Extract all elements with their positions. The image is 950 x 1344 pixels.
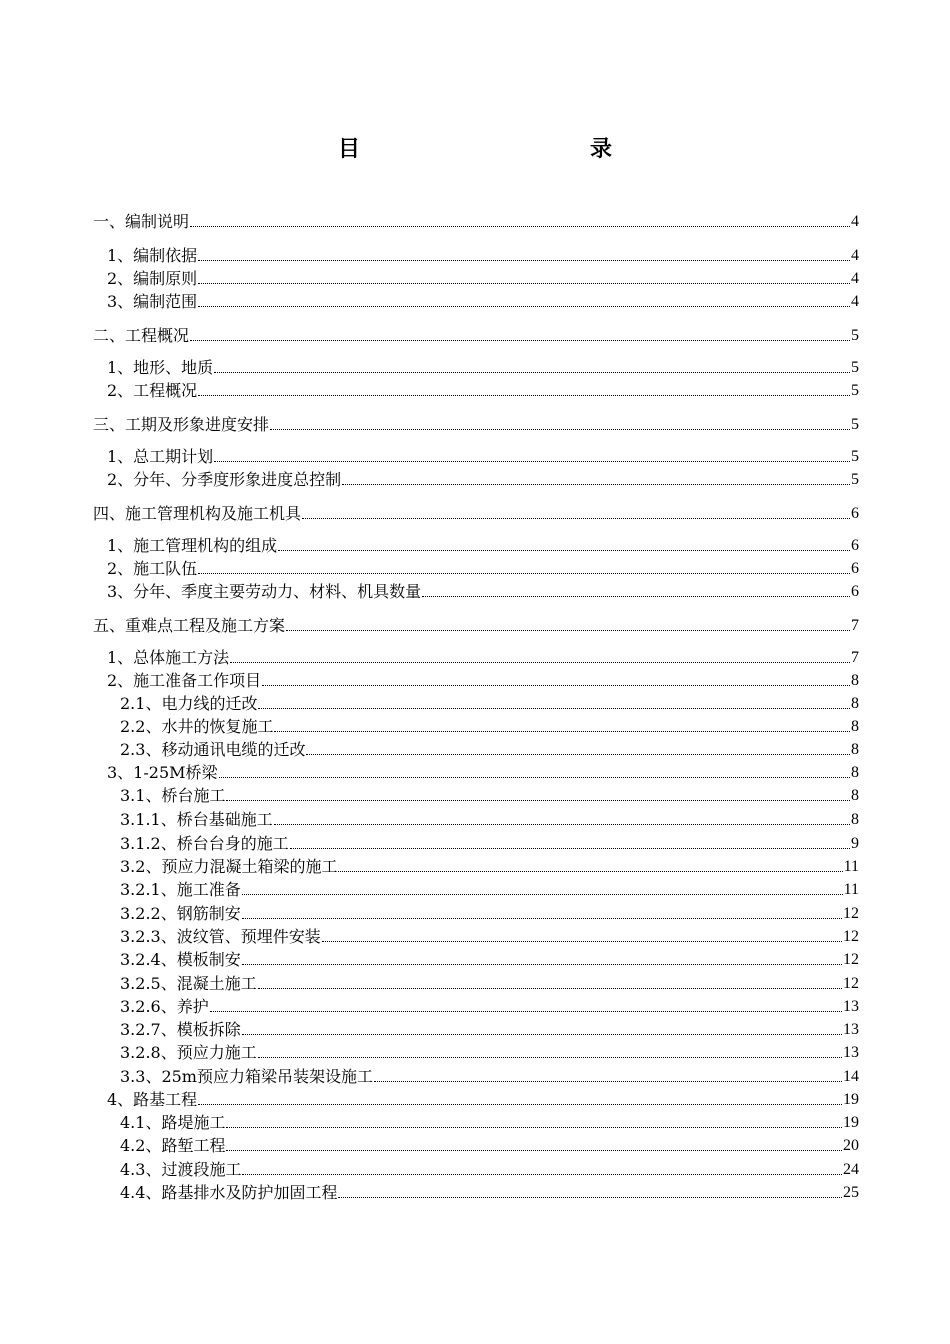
toc-dot-leader	[214, 372, 850, 373]
toc-entry-page-number: 12	[843, 951, 859, 968]
toc-entry[interactable]	[107, 534, 859, 556]
toc-dot-leader	[278, 550, 850, 551]
toc-entry[interactable]	[120, 1041, 859, 1063]
toc-dot-leader	[242, 1034, 842, 1035]
toc-entry[interactable]	[107, 1088, 859, 1110]
toc-dot-leader	[226, 1150, 842, 1151]
toc-entry[interactable]	[93, 614, 859, 636]
toc-entry-label: 1、编制依据	[107, 246, 198, 265]
toc-entry[interactable]	[107, 669, 859, 691]
toc-dot-leader	[198, 283, 850, 284]
toc-entry-page-number: 7	[851, 649, 859, 666]
toc-entry-page-number: 12	[843, 905, 859, 922]
toc-dot-leader	[258, 1057, 842, 1058]
toc-entry-label: 4.2、路堑工程	[120, 1136, 226, 1155]
toc-title: 目 录	[337, 137, 674, 162]
toc-entry-label: 2.1、电力线的迁改	[120, 694, 258, 713]
toc-entry[interactable]	[107, 290, 859, 312]
toc-dot-leader	[190, 226, 850, 227]
toc-dot-leader	[226, 1127, 842, 1128]
toc-dot-leader	[242, 1174, 842, 1175]
toc-entry[interactable]	[93, 210, 859, 232]
toc-entry[interactable]	[107, 445, 859, 467]
toc-entry-label: 五、重难点工程及施工方案	[93, 616, 286, 635]
toc-entry-label: 4.4、路基排水及防护加固工程	[120, 1183, 338, 1202]
toc-entry-page-number: 8	[851, 741, 859, 758]
toc-entry[interactable]	[120, 1065, 859, 1087]
toc-entry-page-number: 14	[843, 1068, 859, 1085]
toc-entry-page-number: 9	[851, 835, 859, 852]
toc-dot-leader	[190, 340, 850, 341]
toc-entry[interactable]	[107, 557, 859, 579]
toc-dot-leader	[306, 754, 850, 755]
toc-entry[interactable]	[120, 738, 859, 760]
toc-entry-label: 2、施工准备工作项目	[107, 671, 262, 690]
toc-dot-leader	[302, 518, 850, 519]
toc-entry-label: 2、分年、分季度形象进度总控制	[107, 470, 342, 489]
toc-dot-leader	[262, 685, 850, 686]
toc-entry-page-number: 8	[851, 718, 859, 735]
toc-dot-leader	[274, 824, 850, 825]
toc-entry-label: 1、地形、地质	[107, 358, 214, 377]
toc-dot-leader	[242, 918, 842, 919]
toc-entry-page-number: 5	[851, 448, 859, 465]
toc-entry-label: 3.1.2、桥台台身的施工	[120, 834, 289, 853]
toc-dot-leader	[219, 777, 850, 778]
toc-entry-label: 2、施工队伍	[107, 559, 198, 578]
toc-entry[interactable]	[120, 1111, 859, 1133]
toc-entry-label: 3.2.5、混凝土施工	[120, 974, 257, 993]
toc-dot-leader	[198, 260, 850, 261]
toc-entry[interactable]	[120, 1158, 859, 1180]
toc-entry[interactable]	[120, 715, 859, 737]
toc-entry-page-number: 5	[851, 359, 859, 376]
toc-entry[interactable]	[120, 878, 859, 900]
toc-entry-page-number: 25	[843, 1184, 859, 1201]
toc-dot-leader	[322, 941, 842, 942]
toc-entry-page-number: 8	[851, 672, 859, 689]
toc-dot-leader	[338, 871, 842, 872]
toc-dot-leader	[286, 630, 850, 631]
toc-entry-page-number: 4	[851, 247, 859, 264]
toc-dot-leader	[230, 662, 850, 663]
toc-dot-leader	[342, 484, 850, 485]
toc-entry-page-number: 4	[851, 293, 859, 310]
toc-entry-page-number: 12	[843, 928, 859, 945]
toc-entry[interactable]	[107, 761, 859, 783]
toc-entry[interactable]	[120, 1181, 859, 1203]
toc-entry-page-number: 8	[851, 695, 859, 712]
toc-entry[interactable]	[107, 379, 859, 401]
toc-dot-leader	[258, 988, 842, 989]
toc-entry-label: 3.1.1、桥台基础施工	[120, 810, 273, 829]
toc-entry[interactable]	[120, 902, 859, 924]
toc-entry-page-number: 5	[851, 416, 859, 433]
toc-entry-page-number: 8	[851, 811, 859, 828]
toc-entry[interactable]	[107, 646, 859, 668]
toc-entry[interactable]	[107, 267, 859, 289]
toc-entry[interactable]	[93, 413, 859, 435]
toc-entry-page-number: 6	[851, 505, 859, 522]
toc-entry[interactable]	[120, 692, 859, 714]
toc-entry-label: 3.2.6、养护	[120, 997, 209, 1016]
toc-dot-leader	[226, 800, 850, 801]
toc-entry-label: 1、施工管理机构的组成	[107, 536, 278, 555]
toc-entry-page-number: 5	[851, 471, 859, 488]
toc-entry-label: 2.2、水井的恢复施工	[120, 717, 274, 736]
toc-entry-label: 一、编制说明	[93, 212, 190, 231]
toc-entry-label: 3.1、桥台施工	[120, 786, 226, 805]
toc-entry[interactable]	[120, 832, 859, 854]
toc-entry-page-number: 8	[851, 764, 859, 781]
toc-entry-label: 3.2、预应力混凝土箱梁的施工	[120, 857, 338, 876]
toc-entry[interactable]	[120, 995, 859, 1017]
toc-entry-page-number: 5	[851, 327, 859, 344]
toc-entry-page-number: 13	[843, 1044, 859, 1061]
toc-entry-label: 1、总体施工方法	[107, 648, 230, 667]
toc-entry-label: 2.3、移动通讯电缆的迁改	[120, 740, 306, 759]
toc-dot-leader	[258, 708, 850, 709]
toc-entry[interactable]	[120, 948, 859, 970]
toc-entry-label: 3.2.2、钢筋制安	[120, 904, 241, 923]
toc-entry-page-number: 11	[843, 858, 859, 875]
toc-entry-label: 3、编制范围	[107, 292, 198, 311]
toc-entry-page-number: 19	[843, 1114, 859, 1131]
toc-entry-label: 3.2.8、预应力施工	[120, 1043, 257, 1062]
toc-entry-label: 4.1、路堤施工	[120, 1113, 226, 1132]
toc-entry-label: 3、1-25M桥梁	[107, 763, 218, 782]
toc-dot-leader	[214, 461, 850, 462]
toc-entry[interactable]	[107, 356, 859, 378]
toc-dot-leader	[198, 573, 850, 574]
toc-entry[interactable]	[120, 925, 859, 947]
toc-dot-leader	[274, 731, 850, 732]
toc-entry[interactable]	[107, 468, 859, 490]
toc-entry-page-number: 13	[843, 1021, 859, 1038]
toc-entry-label: 2、编制原则	[107, 269, 198, 288]
toc-entry-page-number: 20	[843, 1137, 859, 1154]
toc-entry-page-number: 8	[851, 787, 859, 804]
toc-dot-leader	[198, 395, 850, 396]
toc-entry-page-number: 5	[851, 382, 859, 399]
toc-entry[interactable]	[107, 244, 859, 266]
toc-entry-page-number: 4	[851, 270, 859, 287]
toc-entry[interactable]	[93, 324, 859, 346]
toc-dot-leader	[242, 964, 842, 965]
toc-dot-leader	[198, 306, 850, 307]
toc-dot-leader	[290, 848, 850, 849]
toc-entry-label: 三、工期及形象进度安排	[93, 415, 270, 434]
toc-entry[interactable]	[120, 855, 859, 877]
toc-entry-page-number: 6	[851, 560, 859, 577]
toc-entry-page-number: 11	[843, 881, 859, 898]
toc-entry[interactable]	[120, 1134, 859, 1156]
toc-entry-page-number: 13	[843, 998, 859, 1015]
toc-entry-label: 3、分年、季度主要劳动力、材料、机具数量	[107, 582, 422, 601]
toc-entry-page-number: 19	[843, 1091, 859, 1108]
toc-entry[interactable]	[93, 502, 859, 524]
toc-entry-label: 3.2.1、施工准备	[120, 880, 241, 899]
toc-entry-page-number: 12	[843, 975, 859, 992]
toc-entry[interactable]	[120, 808, 859, 830]
toc-entry[interactable]	[120, 972, 859, 994]
toc-dot-leader	[198, 1104, 842, 1105]
toc-entry-label: 3.2.4、模板制安	[120, 950, 241, 969]
toc-entry-label: 四、施工管理机构及施工机具	[93, 504, 302, 523]
toc-entry-label: 3.2.7、模板拆除	[120, 1020, 241, 1039]
toc-dot-leader	[270, 429, 850, 430]
toc-entry-label: 4.3、过渡段施工	[120, 1160, 242, 1179]
toc-dot-leader	[338, 1197, 842, 1198]
toc-entry[interactable]	[120, 1018, 859, 1040]
toc-entry[interactable]	[120, 784, 859, 806]
toc-dot-leader	[374, 1081, 842, 1082]
toc-entry-page-number: 4	[851, 213, 859, 230]
toc-entry-label: 4、路基工程	[107, 1090, 198, 1109]
toc-entry-label: 2、工程概况	[107, 381, 198, 400]
toc-entry-page-number: 6	[851, 537, 859, 554]
toc-entry-label: 1、总工期计划	[107, 447, 214, 466]
toc-entry-label: 二、工程概况	[93, 326, 190, 345]
toc-entry-page-number: 24	[843, 1161, 859, 1178]
toc-dot-leader	[210, 1011, 842, 1012]
toc-entry-page-number: 7	[851, 617, 859, 634]
toc-dot-leader	[242, 894, 843, 895]
toc-entry[interactable]	[107, 580, 859, 602]
toc-entry-label: 3.2.3、波纹管、预埋件安装	[120, 927, 321, 946]
toc-dot-leader	[422, 596, 850, 597]
toc-entry-page-number: 6	[851, 583, 859, 600]
toc-entry-label: 3.3、25m预应力箱梁吊装架设施工	[120, 1067, 373, 1086]
